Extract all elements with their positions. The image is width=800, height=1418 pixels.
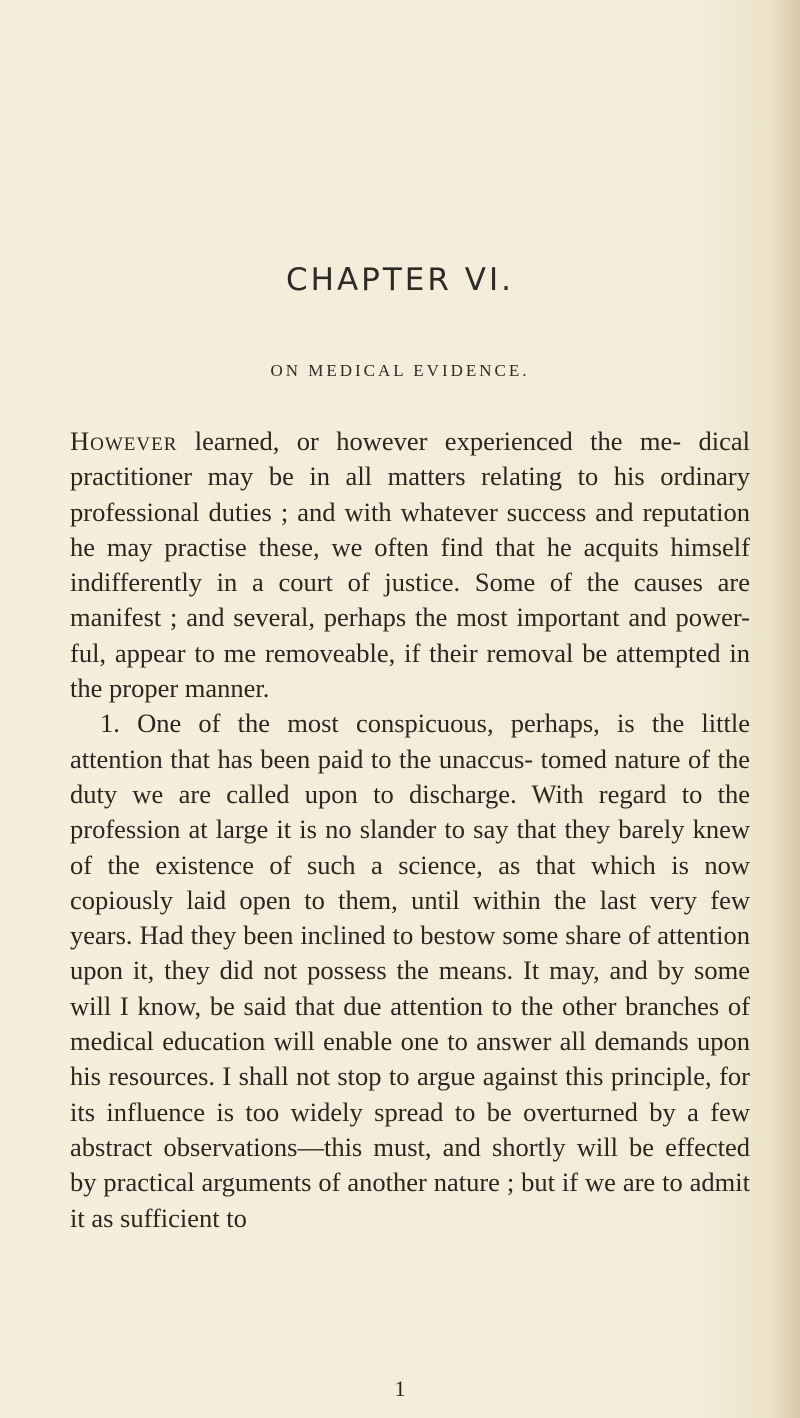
section-title: ON MEDICAL EVIDENCE. [270,361,530,380]
page-number: 1 [394,1376,406,1401]
paragraph-1-text: learned, or however experienced the me- dical practitioner may be in all matters relating to his ordinary professional duties ; and with whatever success and reputation he may practise these, we often find that he acquits himself indifferently in a court of justice. Some of the causes are manifest ; and several, perhaps the most important and power- ful, appear to me removeable, if their removal be attempted in the proper manner. [70,426,750,704]
chapter-title: CHAPTER VI. [286,262,514,298]
paragraph-1 [70,424,750,706]
page-edge-shadow [772,0,800,1418]
paragraph-1-lead-word: However [70,426,178,456]
body-text [70,424,750,1236]
paragraph-2: 1. One of the most conspicuous, perhaps, is the little attention that has been paid to the unaccus- tomed nature of the duty we are called upon to discharge. With regard to the profession at large it is no slander to say that they barely knew of the existence of such a science, as that which is now copiously laid open to them, until within the last very few years. Had they been inclined to bestow some share of attention upon it, they did not possess the means. It may, and by some will I know, be said that due attention to the other branches of medical education will enable one to answer all demands upon his resources. I shall not stop to argue against this principle, for its influence is too widely spread to be overturned by a few abstract observations—this must, and shortly will be effected by practical arguments of another nature ; but if we are to admit it as sufficient to [70,708,750,1233]
